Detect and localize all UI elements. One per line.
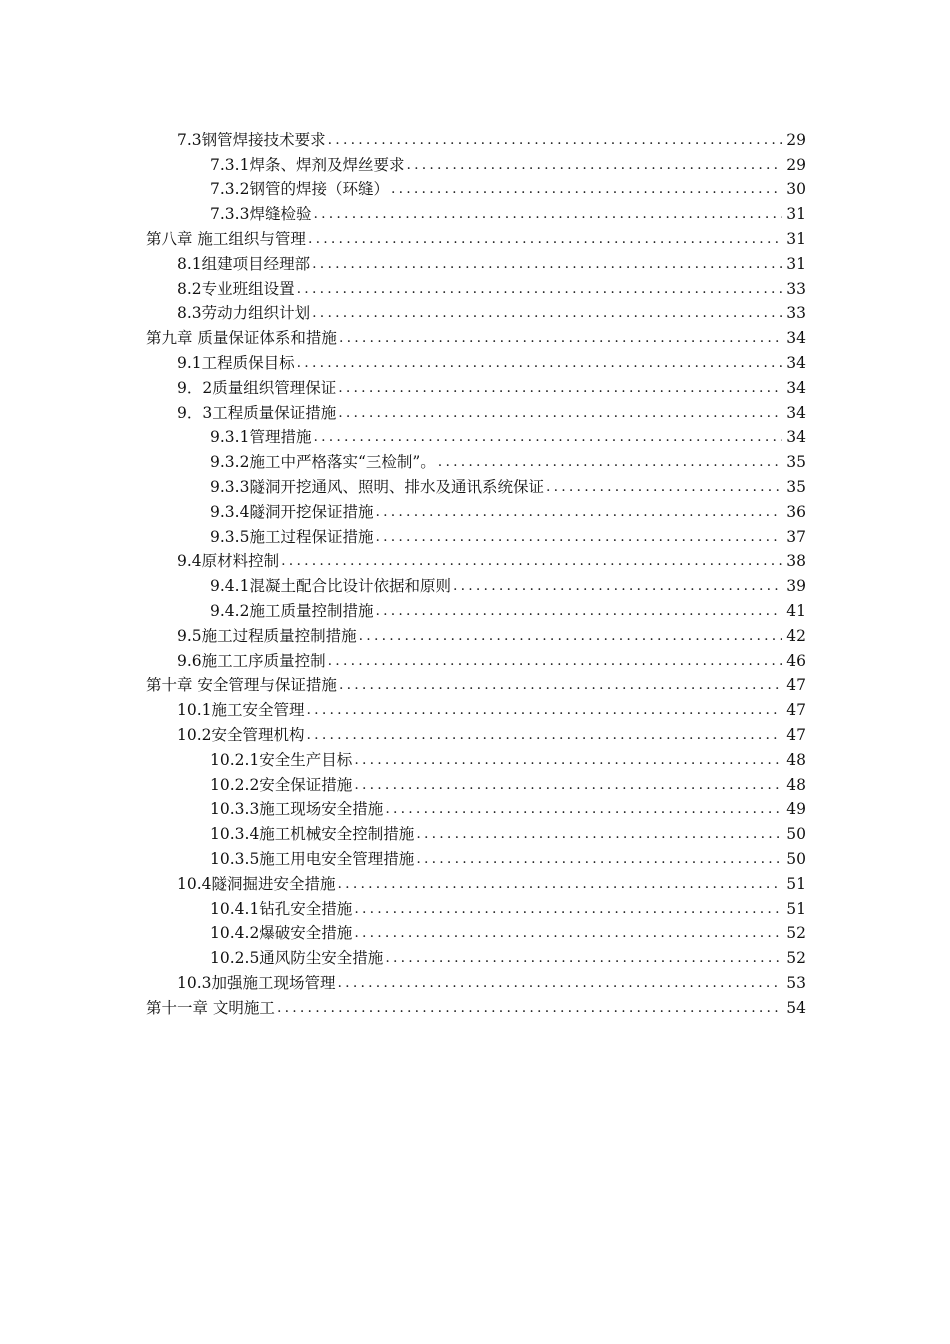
toc-entry-page-number: 33 [786, 279, 806, 298]
toc-dot-leader [328, 131, 782, 149]
toc-entry-title: 8.1组建项目经理部 [177, 254, 311, 273]
toc-entry-page-number: 31 [786, 229, 806, 248]
toc-dot-leader [375, 503, 782, 521]
toc-entry[interactable] [0, 347, 950, 372]
toc-entry[interactable] [0, 893, 950, 918]
toc-entry-title: 10.2安全管理机构 [177, 725, 305, 744]
toc-entry-page-number: 34 [786, 378, 806, 397]
toc-entry[interactable] [0, 223, 950, 248]
toc-dot-leader [277, 999, 782, 1017]
toc-entry-page-number: 30 [786, 180, 806, 199]
toc-dot-leader [546, 478, 782, 496]
toc-entry-page-number: 54 [786, 998, 806, 1017]
toc-dot-leader [312, 304, 782, 322]
toc-entry-page-number: 49 [786, 800, 806, 819]
toc-entry[interactable] [0, 942, 950, 967]
toc-entry-title: 10.3.5施工用电安全管理措施 [210, 849, 415, 868]
toc-entry-title: 9.4.2施工质量控制措施 [210, 601, 374, 620]
toc-entry-title: 9.3.1管理措施 [210, 428, 312, 447]
toc-dot-leader [339, 676, 782, 694]
toc-dot-leader [385, 949, 782, 967]
toc-entry-title: 8.2专业班组设置 [177, 279, 295, 298]
toc-dot-leader [338, 379, 782, 397]
toc-entry[interactable] [0, 372, 950, 397]
toc-entry-page-number: 33 [786, 304, 806, 323]
toc-entry-page-number: 38 [786, 552, 806, 571]
toc-entry[interactable] [0, 992, 950, 1017]
toc-entry[interactable] [0, 471, 950, 496]
toc-entry-page-number: 34 [786, 329, 806, 348]
toc-dot-leader [354, 924, 782, 942]
toc-entry[interactable] [0, 645, 950, 670]
toc-dot-leader [313, 205, 782, 223]
toc-dot-leader [354, 776, 782, 794]
toc-dot-leader [385, 800, 782, 818]
toc-entry-page-number: 48 [786, 775, 806, 794]
toc-entry[interactable] [0, 322, 950, 347]
toc-entry[interactable] [0, 818, 950, 843]
toc-entry-title: 9.3.3隧洞开挖通风、照明、排水及通讯系统保证 [210, 477, 544, 496]
toc-entry-title: 10.2.2安全保证措施 [210, 775, 353, 794]
toc-dot-leader [359, 627, 782, 645]
toc-entry-page-number: 50 [786, 825, 806, 844]
toc-entry[interactable] [0, 868, 950, 893]
toc-dot-leader [313, 428, 782, 446]
toc-entry[interactable] [0, 794, 950, 819]
toc-entry-title: 9.3.5施工过程保证措施 [210, 527, 374, 546]
toc-entry-page-number: 42 [786, 626, 806, 645]
toc-entry[interactable] [0, 521, 950, 546]
toc-entry-title: 9.6施工工序质量控制 [177, 651, 326, 670]
toc-entry-title: 7.3.2钢管的焊接（环缝） [210, 180, 389, 199]
toc-entry-title: 10.3加强施工现场管理 [177, 973, 336, 992]
toc-entry[interactable] [0, 620, 950, 645]
toc-entry-page-number: 47 [786, 676, 806, 695]
toc-entry-title: 9.3.2施工中严格落实“三检制”。 [210, 453, 436, 472]
toc-entry-title: 10.3.3施工现场安全措施 [210, 800, 384, 819]
toc-entry-title: 9．2质量组织管理保证 [177, 378, 337, 397]
toc-entry-title: 第八章 施工组织与管理 [146, 229, 306, 248]
toc-dot-leader [338, 875, 782, 893]
toc-entry[interactable] [0, 694, 950, 719]
toc-dot-leader [338, 974, 782, 992]
toc-entry-title: 10.3.4施工机械安全控制措施 [210, 825, 415, 844]
toc-entry-page-number: 31 [786, 205, 806, 224]
toc-entry-title: 9.3.4隧洞开挖保证措施 [210, 502, 374, 521]
toc-dot-leader [281, 552, 782, 570]
toc-entry[interactable] [0, 298, 950, 323]
toc-entry-page-number: 52 [786, 949, 806, 968]
toc-entry[interactable] [0, 397, 950, 422]
toc-entry-page-number: 50 [786, 849, 806, 868]
toc-dot-leader [308, 230, 782, 248]
toc-entry-page-number: 34 [786, 428, 806, 447]
toc-entry-title: 10.2.1安全生产目标 [210, 750, 353, 769]
toc-entry-title: 10.2.5通风防尘安全措施 [210, 949, 384, 968]
toc-entry[interactable] [0, 967, 950, 992]
toc-dot-leader [338, 404, 782, 422]
toc-entry-page-number: 35 [786, 477, 806, 496]
toc-entry-page-number: 34 [786, 403, 806, 422]
toc-entry-page-number: 53 [786, 973, 806, 992]
toc-entry-page-number: 51 [786, 899, 806, 918]
toc-entry-page-number: 34 [786, 353, 806, 372]
toc-entry[interactable] [0, 149, 950, 174]
table-of-contents [0, 124, 950, 1017]
toc-entry-title: 7.3.1焊条、焊剂及焊丝要求 [210, 155, 405, 174]
toc-dot-leader [312, 255, 782, 273]
toc-entry[interactable] [0, 248, 950, 273]
toc-entry[interactable] [0, 719, 950, 744]
toc-entry-title: 10.1施工安全管理 [177, 701, 305, 720]
toc-dot-leader [453, 577, 782, 595]
toc-dot-leader [354, 751, 782, 769]
toc-entry-title: 10.4.2爆破安全措施 [210, 924, 353, 943]
toc-entry-title: 第十一章 文明施工 [146, 998, 275, 1017]
toc-dot-leader [438, 453, 782, 471]
toc-entry-title: 第十章 安全管理与保证措施 [146, 676, 337, 695]
toc-entry-page-number: 37 [786, 527, 806, 546]
toc-entry-title: 10.4.1钻孔安全措施 [210, 899, 353, 918]
toc-dot-leader [406, 156, 782, 174]
toc-entry[interactable] [0, 198, 950, 223]
toc-entry-title: 8.3劳动力组织计划 [177, 304, 311, 323]
toc-entry[interactable] [0, 570, 950, 595]
toc-entry[interactable] [0, 769, 950, 794]
toc-entry[interactable] [0, 843, 950, 868]
toc-entry[interactable] [0, 670, 950, 695]
toc-entry-page-number: 29 [786, 155, 806, 174]
toc-dot-leader [307, 726, 782, 744]
toc-entry[interactable] [0, 546, 950, 571]
toc-entry-page-number: 48 [786, 750, 806, 769]
toc-dot-leader [375, 528, 782, 546]
toc-entry-page-number: 47 [786, 725, 806, 744]
toc-dot-leader [339, 329, 782, 347]
toc-entry-page-number: 39 [786, 577, 806, 596]
toc-dot-leader [297, 280, 782, 298]
toc-entry-title: 9．3工程质量保证措施 [177, 403, 337, 422]
toc-dot-leader [416, 825, 782, 843]
toc-entry-title: 9.4原材料控制 [177, 552, 280, 571]
toc-entry-page-number: 52 [786, 924, 806, 943]
toc-dot-leader [297, 354, 782, 372]
toc-entry[interactable] [0, 496, 950, 521]
toc-entry-title: 7.3.3焊缝检验 [210, 205, 312, 224]
toc-entry-title: 9.5施工过程质量控制措施 [177, 626, 357, 645]
toc-entry[interactable] [0, 595, 950, 620]
toc-entry[interactable] [0, 446, 950, 471]
toc-entry-page-number: 36 [786, 502, 806, 521]
toc-entry[interactable] [0, 422, 950, 447]
toc-entry-page-number: 41 [786, 601, 806, 620]
toc-entry[interactable] [0, 744, 950, 769]
toc-entry[interactable] [0, 918, 950, 943]
toc-dot-leader [328, 652, 782, 670]
toc-dot-leader [416, 850, 782, 868]
toc-entry[interactable] [0, 124, 950, 149]
toc-entry-title: 7.3钢管焊接技术要求 [177, 130, 326, 149]
toc-entry-title: 第九章 质量保证体系和措施 [146, 329, 337, 348]
toc-entry-page-number: 35 [786, 453, 806, 472]
toc-entry-title: 9.4.1混凝土配合比设计依据和原则 [210, 577, 451, 596]
toc-dot-leader [307, 701, 782, 719]
toc-entry-page-number: 29 [786, 130, 806, 149]
toc-dot-leader [391, 180, 782, 198]
toc-entry-page-number: 46 [786, 651, 806, 670]
toc-dot-leader [354, 900, 782, 918]
toc-entry[interactable] [0, 174, 950, 199]
toc-dot-leader [375, 602, 782, 620]
toc-entry-title: 10.4隧洞掘进安全措施 [177, 874, 336, 893]
toc-entry-page-number: 31 [786, 254, 806, 273]
toc-entry[interactable] [0, 273, 950, 298]
toc-entry-page-number: 51 [786, 874, 806, 893]
toc-entry-page-number: 47 [786, 701, 806, 720]
toc-entry-title: 9.1工程质保目标 [177, 353, 295, 372]
